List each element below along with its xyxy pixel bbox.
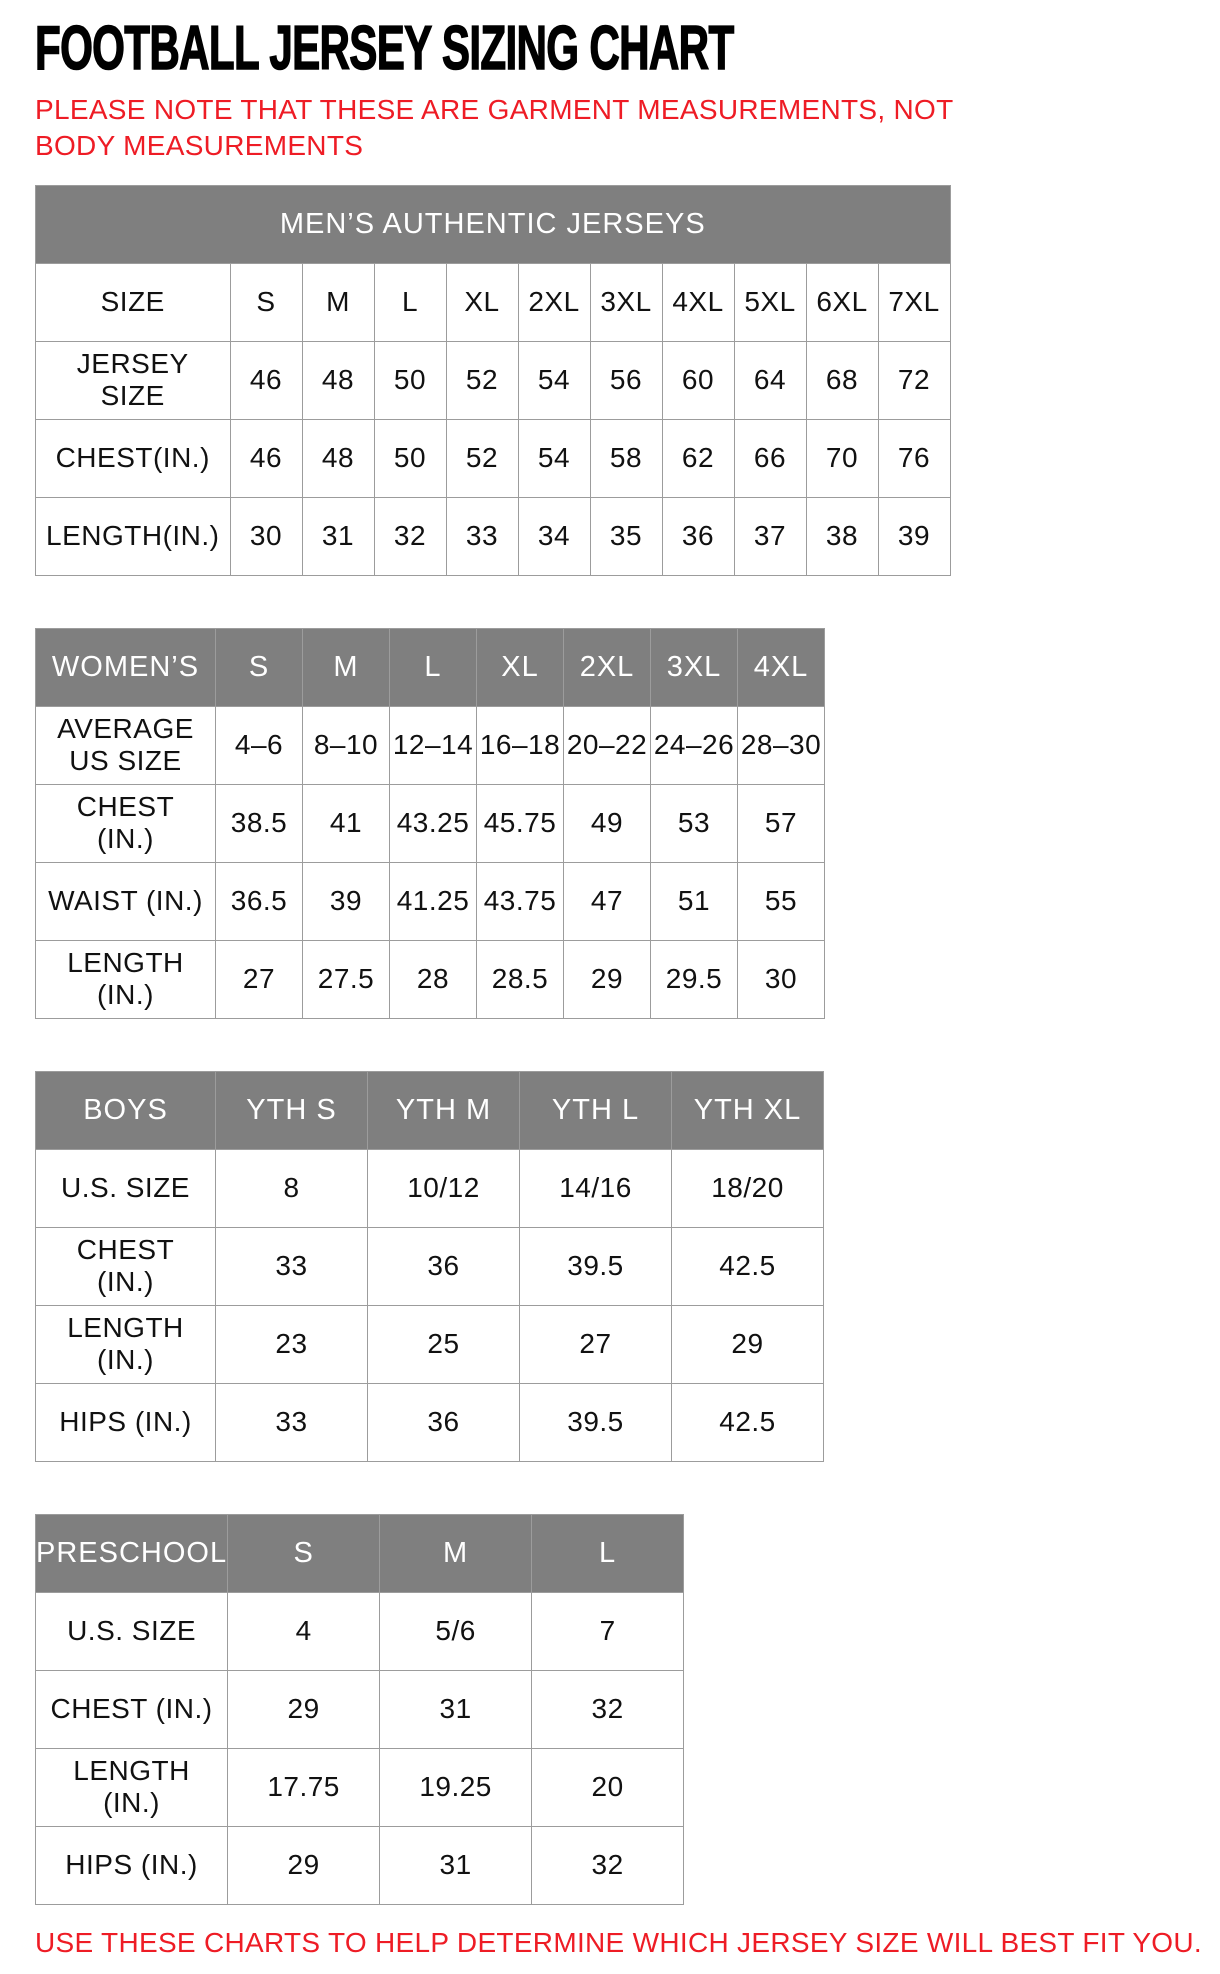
preschool-table	[35, 1514, 684, 1905]
table-cell: 62	[662, 419, 734, 497]
table-cell: 32	[374, 497, 446, 575]
table-cell: 48	[302, 341, 374, 419]
row-label: HIPS (IN.)	[36, 1383, 216, 1461]
row-label: JERSEY SIZE	[36, 341, 231, 419]
table-row	[36, 784, 825, 862]
table-cell: 38.5	[216, 784, 303, 862]
table-cell: 27	[216, 940, 303, 1018]
table-header-row	[36, 1514, 684, 1592]
column-header: M	[380, 1514, 532, 1592]
table-cell: 19.25	[380, 1748, 532, 1826]
table-cell: 32	[532, 1826, 684, 1904]
table-row	[36, 706, 825, 784]
table-cell: 7	[532, 1592, 684, 1670]
table-row	[36, 1305, 824, 1383]
table-cell: 68	[806, 341, 878, 419]
table-cell: 14/16	[520, 1149, 672, 1227]
table-cell: 46	[230, 419, 302, 497]
table-cell: 36.5	[216, 862, 303, 940]
column-header: YTH S	[216, 1071, 368, 1149]
column-header: S	[228, 1514, 380, 1592]
table-cell: 4–6	[216, 706, 303, 784]
table-cell: 18/20	[672, 1149, 824, 1227]
table-cell: 30	[230, 497, 302, 575]
table-cell: 17.75	[228, 1748, 380, 1826]
table-cell: 29	[564, 940, 651, 1018]
table-cell: 5/6	[380, 1592, 532, 1670]
table-cell: 27.5	[303, 940, 390, 1018]
table-cell: 4	[228, 1592, 380, 1670]
column-header: M	[303, 628, 390, 706]
table-cell: 34	[518, 497, 590, 575]
table-cell: 29	[672, 1305, 824, 1383]
table-cell: 76	[878, 419, 950, 497]
table-cell: 56	[590, 341, 662, 419]
table-cell: 35	[590, 497, 662, 575]
table-row	[36, 1149, 824, 1227]
table-cell: 64	[734, 341, 806, 419]
row-label: CHEST(IN.)	[36, 419, 231, 497]
column-header: XL	[477, 628, 564, 706]
table-cell: 8	[216, 1149, 368, 1227]
table-cell: 52	[446, 419, 518, 497]
table-cell: 45.75	[477, 784, 564, 862]
table-row	[36, 1227, 824, 1305]
column-header: L	[390, 628, 477, 706]
row-label: LENGTH (IN.)	[36, 1748, 228, 1826]
table-cell: 8–10	[303, 706, 390, 784]
table-cell: 41	[303, 784, 390, 862]
table-row	[36, 1383, 824, 1461]
column-header: YTH XL	[672, 1071, 824, 1149]
table-cell: 39.5	[520, 1227, 672, 1305]
column-header: 2XL	[564, 628, 651, 706]
table-cell: 58	[590, 419, 662, 497]
table-cell: 43.25	[390, 784, 477, 862]
row-label: LENGTH(IN.)	[36, 497, 231, 575]
table-cell: 41.25	[390, 862, 477, 940]
page-title: FOOTBALL JERSEY SIZING CHART	[35, 14, 734, 83]
table-cell: 60	[662, 341, 734, 419]
table-cell: 42.5	[672, 1227, 824, 1305]
table-row	[36, 940, 825, 1018]
row-label: U.S. SIZE	[36, 1149, 216, 1227]
table-cell: 57	[738, 784, 825, 862]
table-cell: 43.75	[477, 862, 564, 940]
table-cell: 31	[380, 1826, 532, 1904]
table-row	[36, 1592, 684, 1670]
table-row	[36, 1670, 684, 1748]
table-cell: 54	[518, 341, 590, 419]
table-header-row	[36, 628, 825, 706]
table-header-row	[36, 185, 951, 263]
table-cell: 7XL	[878, 263, 950, 341]
table-cell: 5XL	[734, 263, 806, 341]
table-cell: 10/12	[368, 1149, 520, 1227]
table-cell: 72	[878, 341, 950, 419]
row-label: U.S. SIZE	[36, 1592, 228, 1670]
table-cell: 39	[878, 497, 950, 575]
column-header: L	[532, 1514, 684, 1592]
table-cell: 36	[368, 1227, 520, 1305]
table-cell: 25	[368, 1305, 520, 1383]
table-cell: 31	[380, 1670, 532, 1748]
table-cell: 32	[532, 1670, 684, 1748]
table-cell: 12–14	[390, 706, 477, 784]
table-cell: 29	[228, 1826, 380, 1904]
table-cell: 47	[564, 862, 651, 940]
table-cell: 29.5	[651, 940, 738, 1018]
row-label: WAIST (IN.)	[36, 862, 216, 940]
mens-authentic-jerseys-table	[35, 185, 951, 576]
table-cell: 28	[390, 940, 477, 1018]
table-cell: 48	[302, 419, 374, 497]
womens-table	[35, 628, 825, 1019]
womens-table-title: WOMEN’S	[36, 628, 216, 706]
table-cell: 36	[368, 1383, 520, 1461]
table-cell: 2XL	[518, 263, 590, 341]
table-cell: 33	[216, 1383, 368, 1461]
table-cell: 39.5	[520, 1383, 672, 1461]
table-cell: 55	[738, 862, 825, 940]
table-row	[36, 419, 951, 497]
table-cell: S	[230, 263, 302, 341]
column-header: 3XL	[651, 628, 738, 706]
table-cell: 54	[518, 419, 590, 497]
table-cell: L	[374, 263, 446, 341]
table-cell: 42.5	[672, 1383, 824, 1461]
table-cell: 46	[230, 341, 302, 419]
boys-table	[35, 1071, 824, 1462]
column-header: YTH L	[520, 1071, 672, 1149]
table-cell: 51	[651, 862, 738, 940]
table-cell: 3XL	[590, 263, 662, 341]
table-cell: 52	[446, 341, 518, 419]
table-cell: 50	[374, 419, 446, 497]
fit-advice-footer: USE THESE CHARTS TO HELP DETERMINE WHICH JERSEY SIZE WILL BEST FIT YOU.	[35, 1926, 1202, 1958]
table-cell: 37	[734, 497, 806, 575]
table-row	[36, 497, 951, 575]
table-row	[36, 862, 825, 940]
table-cell: 50	[374, 341, 446, 419]
garment-measurements-note: PLEASE NOTE THAT THESE ARE GARMENT MEASUREMENTS, NOT BODY MEASUREMENTS	[35, 94, 954, 162]
table-cell: 20–22	[564, 706, 651, 784]
table-row	[36, 263, 951, 341]
preschool-table-title: PRESCHOOL	[36, 1514, 228, 1592]
boys-table-title: BOYS	[36, 1071, 216, 1149]
table-cell: 24–26	[651, 706, 738, 784]
table-cell: 27	[520, 1305, 672, 1383]
table-header-row	[36, 1071, 824, 1149]
row-label: LENGTH (IN.)	[36, 1305, 216, 1383]
table-cell: 33	[446, 497, 518, 575]
table-cell: XL	[446, 263, 518, 341]
table-cell: 16–18	[477, 706, 564, 784]
row-label: LENGTH (IN.)	[36, 940, 216, 1018]
table-cell: M	[302, 263, 374, 341]
table-cell: 30	[738, 940, 825, 1018]
table-row	[36, 341, 951, 419]
table-cell: 38	[806, 497, 878, 575]
table-cell: 28–30	[738, 706, 825, 784]
row-label: SIZE	[36, 263, 231, 341]
column-header: S	[216, 628, 303, 706]
column-header: YTH M	[368, 1071, 520, 1149]
table-row	[36, 1826, 684, 1904]
table-cell: 66	[734, 419, 806, 497]
table-cell: 28.5	[477, 940, 564, 1018]
table-cell: 33	[216, 1227, 368, 1305]
table-cell: 39	[303, 862, 390, 940]
table-cell: 4XL	[662, 263, 734, 341]
row-label: HIPS (IN.)	[36, 1826, 228, 1904]
column-header: 4XL	[738, 628, 825, 706]
table-cell: 36	[662, 497, 734, 575]
table-cell: 23	[216, 1305, 368, 1383]
row-label: CHEST (IN.)	[36, 1670, 228, 1748]
table-cell: 20	[532, 1748, 684, 1826]
table-cell: 49	[564, 784, 651, 862]
table-cell: 31	[302, 497, 374, 575]
mens-table-title: MEN’S AUTHENTIC JERSEYS	[36, 185, 951, 263]
table-cell: 53	[651, 784, 738, 862]
row-label: CHEST (IN.)	[36, 1227, 216, 1305]
table-cell: 70	[806, 419, 878, 497]
row-label: CHEST (IN.)	[36, 784, 216, 862]
table-cell: 6XL	[806, 263, 878, 341]
table-cell: 29	[228, 1670, 380, 1748]
row-label: AVERAGE US SIZE	[36, 706, 216, 784]
table-row	[36, 1748, 684, 1826]
